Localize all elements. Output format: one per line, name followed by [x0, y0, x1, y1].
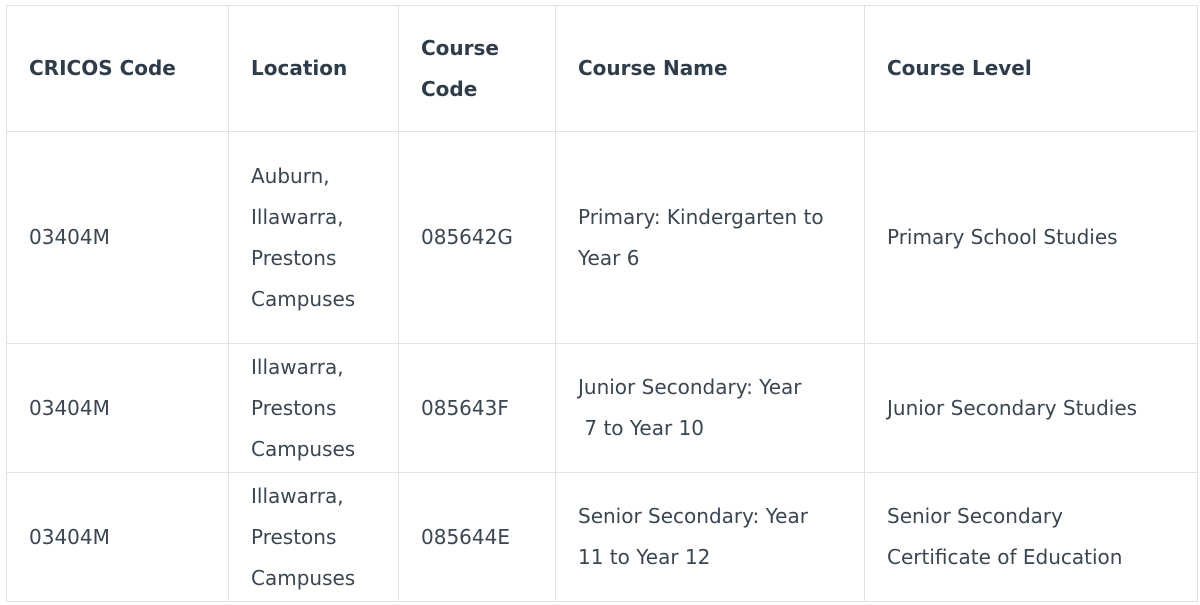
cell-text: Campuses — [251, 436, 356, 461]
cell-cricos-code — [7, 132, 229, 344]
cell-text: Prestons — [251, 395, 337, 420]
header-text: Course Name — [578, 56, 728, 80]
cell-cricos-code — [7, 473, 229, 602]
cell-text: Certificate of Education — [887, 545, 1123, 569]
header-text: Location — [251, 56, 348, 80]
cell-text: Prestons — [251, 245, 337, 270]
course-table — [6, 5, 1198, 602]
header-cricos-code — [7, 6, 229, 132]
cell-text: 11 to Year 12 — [578, 545, 711, 569]
cell-location — [229, 132, 399, 344]
cell-course-name — [556, 132, 865, 344]
cell-course-name — [556, 344, 865, 473]
cell-course-level — [865, 344, 1198, 473]
cell-text: Junior Secondary Studies — [887, 395, 1138, 420]
header-course-name — [556, 6, 865, 132]
header-text: CRICOS Code — [29, 56, 176, 80]
cell-text: Senior Secondary: Year — [578, 504, 808, 528]
header-location — [229, 6, 399, 132]
table-row — [7, 132, 1198, 344]
table-row — [7, 473, 1198, 602]
cell-course-code — [399, 132, 556, 344]
cell-text: Illawarra, — [251, 354, 344, 379]
cell-text: Year 6 — [578, 245, 640, 270]
cell-text: Primary School Studies — [887, 225, 1118, 249]
cell-text: 7 to Year 10 — [578, 416, 705, 440]
cell-text: Primary: Kindergarten to — [578, 204, 824, 229]
cell-text: Illawarra, — [251, 483, 344, 508]
cell-course-level — [865, 132, 1198, 344]
cell-text: Campuses — [251, 286, 356, 311]
header-text: Course — [421, 35, 499, 60]
header-text: Code — [421, 76, 478, 101]
cell-text: 085642G — [421, 225, 513, 249]
course-table-container — [6, 5, 1197, 601]
cell-text: 085644E — [421, 524, 510, 549]
cell-location — [229, 344, 399, 473]
cell-text: 03404M — [29, 524, 110, 549]
cell-cricos-code — [7, 344, 229, 473]
cell-text: Prestons — [251, 524, 337, 549]
header-text: Course Level — [887, 56, 1032, 80]
cell-course-code — [399, 344, 556, 473]
cell-text: Auburn, — [251, 163, 330, 188]
cell-text: Senior Secondary — [887, 504, 1063, 528]
cell-text: Illawarra, — [251, 204, 344, 229]
cell-text: 03404M — [29, 225, 110, 249]
table-header-row — [7, 6, 1198, 132]
cell-course-code — [399, 473, 556, 602]
header-course-code — [399, 6, 556, 132]
cell-location — [229, 473, 399, 602]
cell-course-level — [865, 473, 1198, 602]
cell-text: 085643F — [421, 395, 509, 420]
header-course-level — [865, 6, 1198, 132]
cell-text: Campuses — [251, 565, 356, 590]
cell-text: 03404M — [29, 395, 110, 420]
table-row — [7, 344, 1198, 473]
cell-text: Junior Secondary: Year — [578, 375, 802, 399]
cell-course-name — [556, 473, 865, 602]
